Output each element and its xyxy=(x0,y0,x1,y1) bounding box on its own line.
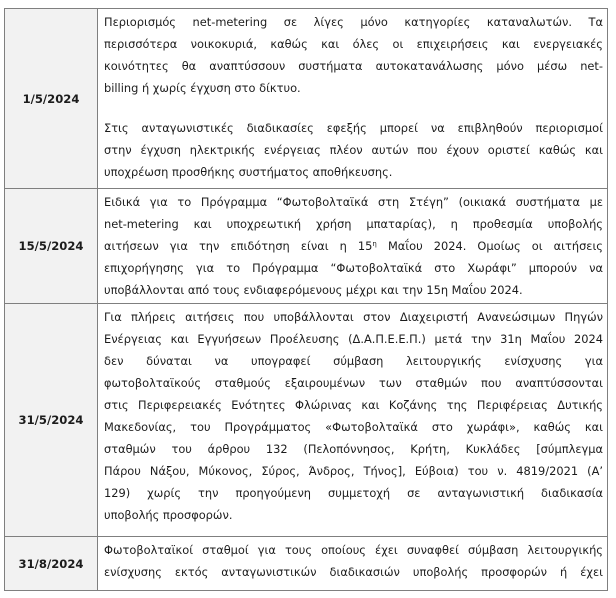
paragraph xyxy=(104,11,603,99)
date-cell: 31/8/2024 xyxy=(5,537,98,591)
description-cell xyxy=(98,537,608,591)
text-line: περισσότερα νοικοκυριά, καθώς και όλες οι επιχειρήσεις και ενεργειακές xyxy=(104,37,603,51)
text-line: Μακεδονίας, του Προγράμματος «Φωτοβολταϊκά στο χωράφι», καθώς και xyxy=(104,420,603,434)
text-line: billing ή χωρίς έγχυση στο δίκτυο. xyxy=(104,81,301,95)
date-cell: 31/5/2024 xyxy=(5,304,98,537)
text-segment: αιτήσεων για την επιδότηση είναι η 15 xyxy=(104,239,373,253)
text-line: Ειδικά για το Πρόγραμμα “Φωτοβολταϊκά στη Στέγη” (οικιακά συστήματα με xyxy=(104,195,603,209)
table-row xyxy=(5,9,608,189)
text-line: υποβολής προσφορών. xyxy=(104,508,233,522)
description-cell xyxy=(98,9,608,189)
text-line: net-metering και υποχρεωτική χρήση μπαταρίας), η προθεσμία υποβολής xyxy=(104,217,603,231)
timeline-table xyxy=(4,8,608,591)
text-line: δεν δύναται να υπογραφεί σύμβαση λειτουργικής ενίσχυσης για xyxy=(104,354,603,368)
superscript: η xyxy=(372,240,377,248)
text-line: Στις ανταγωνιστικές διαδικασίες εφεξής μπορεί να επιβληθούν περιορισμοί xyxy=(104,121,603,135)
text-line: ενίσχυσης εκτός ανταγωνιστικών διαδικασιών υποβολής προσφορών ή έχει xyxy=(104,565,603,579)
text-line: Για πλήρεις αιτήσεις που υποβάλλονται στον Διαχειριστή Ανανεώσιμων Πηγών xyxy=(104,310,603,324)
text-segment: Μαΐου 2024. Ομοίως οι αιτήσεις xyxy=(387,239,603,253)
date-cell: 15/5/2024 xyxy=(5,189,98,304)
text-line: επιχορήγησης για το Πρόγραμμα “Φωτοβολταϊκά στο Χωράφι” μπορούν να xyxy=(104,261,603,275)
text-line: υποβάλλονται από τους ενδιαφερόμενους μέχρι και την 15η Μαΐου 2024. xyxy=(104,283,523,297)
text-line: Πάρου Νάξου, Μύκονος, Σύρος, Άνδρος, Τήνος], Εύβοια) του ν. 4819/2021 (Α’ xyxy=(104,464,603,478)
text-line: 129) χωρίς την προηγούμενη συμμετοχή σε ανταγωνιστική διαδικασία xyxy=(104,486,603,500)
table-row xyxy=(5,189,608,304)
paragraph xyxy=(104,117,603,183)
text-line: υποχρέωση προσθήκης συστήματος αποθήκευσης. xyxy=(104,165,393,179)
paragraph xyxy=(104,539,603,583)
date-cell: 1/5/2024 xyxy=(5,9,98,189)
description-cell xyxy=(98,304,608,537)
text-line: κοινότητες θα αναπτύσσουν συστήματα αυτοκατανάλωσης μόνο μέσω net- xyxy=(104,59,603,73)
text-line: στις Περιφερειακές Ενότητες Φλώρινας και Κοζάνης της Περιφέρειας Δυτικής xyxy=(104,398,603,412)
paragraph xyxy=(104,306,603,526)
text-line: φωτοβολταϊκούς σταθμούς εξαιρουμένων των σταθμών που αναπτύσσονται xyxy=(104,376,603,390)
text-line: σταθμών του άρθρου 132 (Πελοπόννησος, Κρήτη, Κυκλάδες [σύμπλεγμα xyxy=(104,442,603,456)
text-line: Περιορισμός net-metering σε λίγες μόνο κατηγορίες καταναλωτών. Τα xyxy=(104,15,603,29)
paragraph xyxy=(104,191,603,301)
description-cell xyxy=(98,189,608,304)
text-line-with-superscript xyxy=(104,235,603,257)
text-line: Ενέργειας και Εγγυήσεων Προέλευσης (Δ.Α.Π.Ε.Ε.Π.) μετά την 31η Μαΐου 2024 xyxy=(104,332,603,346)
text-line: Φωτοβολταϊκοί σταθμοί για τους οποίους έχει συναφθεί σύμβαση λειτουργικής xyxy=(104,543,603,557)
table-row xyxy=(5,304,608,537)
table-row xyxy=(5,537,608,591)
text-line: στην έγχυση ηλεκτρικής ενέργειας πλέον αυτών που έχουν οριστεί καθώς και xyxy=(104,143,603,157)
